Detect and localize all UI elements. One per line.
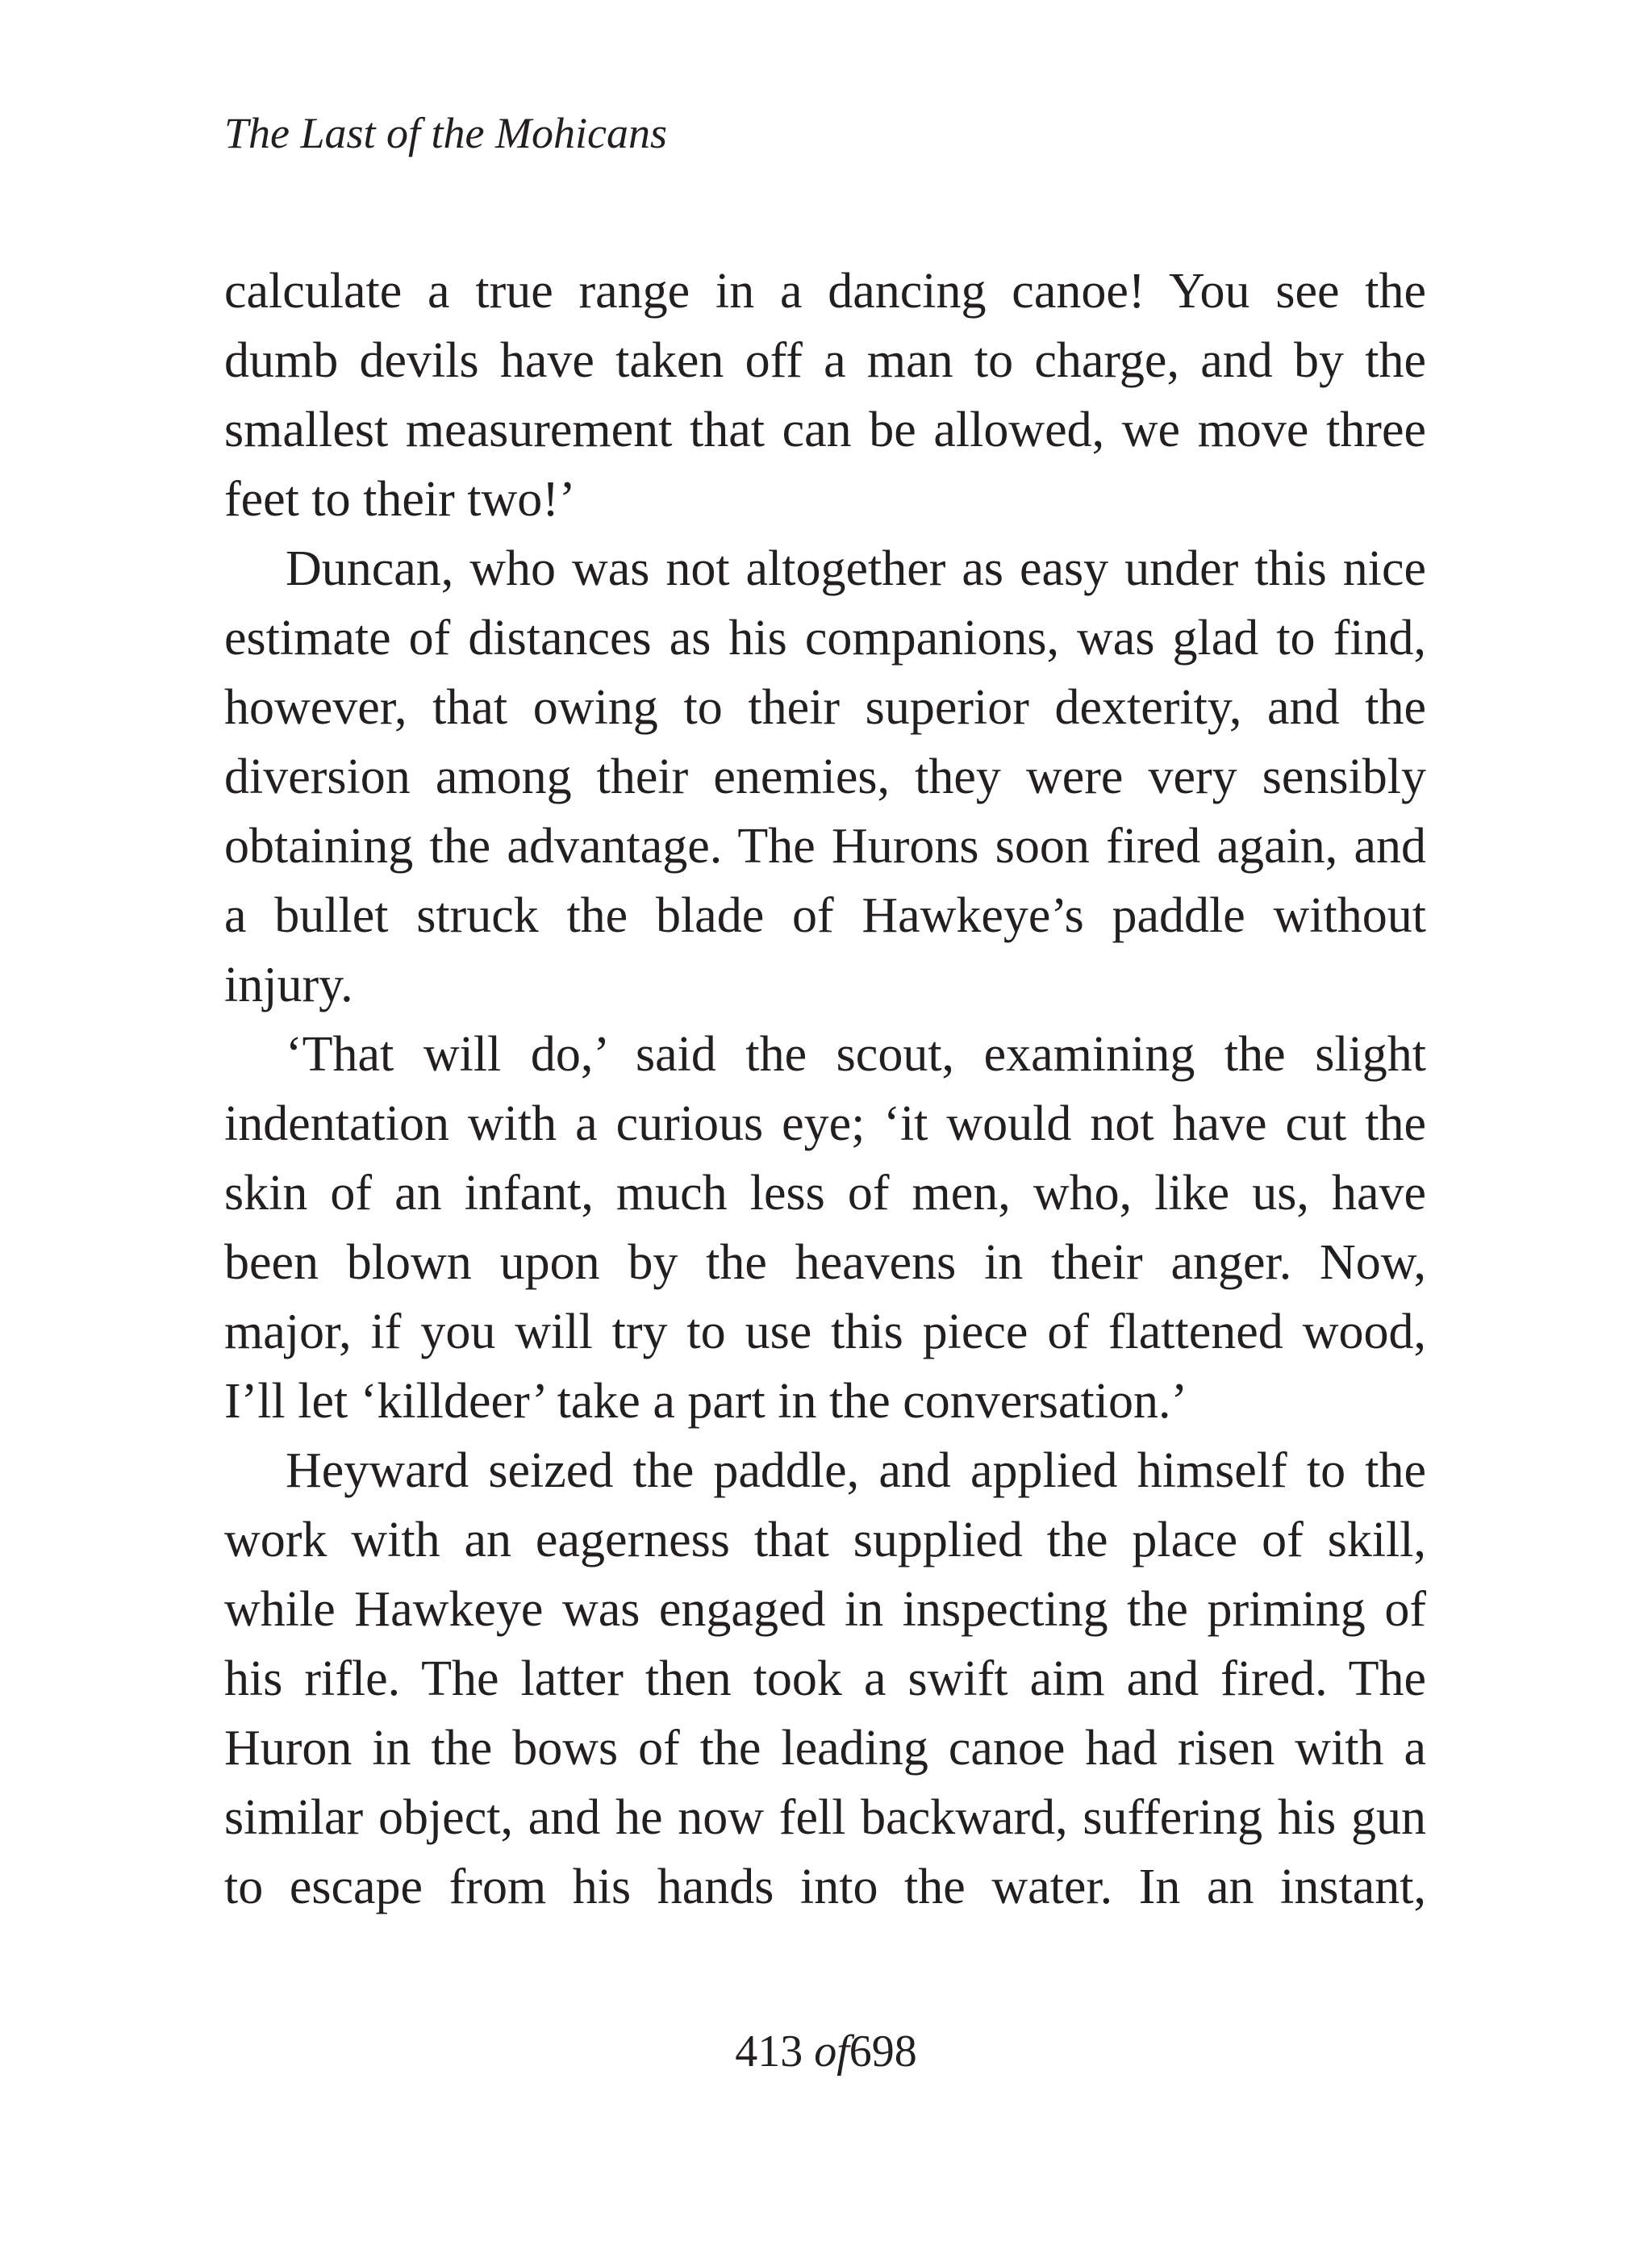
text-line: been blown upon by the heavens in their anger. Now, bbox=[224, 1235, 1426, 1290]
text-line: estimate of distances as his companions, was glad to find, bbox=[224, 611, 1426, 666]
text-line: his rifle. The latter then took a swift aim and fired. The bbox=[224, 1651, 1426, 1706]
page-number bbox=[0, 2023, 1652, 2080]
text-line: I’ll let ‘killdeer’ take a part in the conversation.’ bbox=[224, 1374, 1188, 1429]
text-line: feet to their two!’ bbox=[224, 472, 576, 527]
page-total: 698 bbox=[849, 2027, 917, 2077]
text-line: similar object, and he now fell backward, suffering his gun bbox=[224, 1790, 1426, 1845]
text-line: a bullet struck the blade of Hawkeye’s paddle without bbox=[224, 888, 1426, 943]
text-line: smallest measurement that can be allowed, we move three bbox=[224, 403, 1426, 457]
text-line: calculate a true range in a dancing canoe! You see the bbox=[224, 264, 1426, 319]
text-line: injury. bbox=[224, 958, 353, 1012]
running-head-title: The Last of the Mohicans bbox=[224, 109, 667, 157]
page-of-label: of bbox=[814, 2027, 849, 2077]
paragraph-first-line: Heyward seized the paddle, and applied himself to the bbox=[286, 1443, 1426, 1498]
text-line: skin of an infant, much less of men, who, like us, have bbox=[224, 1166, 1426, 1221]
page-body bbox=[224, 257, 1426, 1922]
page-current: 413 bbox=[735, 2027, 803, 2077]
text-line: Huron in the bows of the leading canoe had risen with a bbox=[224, 1721, 1426, 1776]
text-line: however, that owing to their superior dexterity, and the bbox=[224, 680, 1426, 735]
text-line: to escape from his hands into the water. In an instant, bbox=[224, 1860, 1426, 1914]
text-line: while Hawkeye was engaged in inspecting the priming of bbox=[224, 1582, 1426, 1637]
text-line: major, if you will try to use this piece of flattened wood, bbox=[224, 1304, 1426, 1359]
text-line: dumb devils have taken off a man to charge, and by the bbox=[224, 333, 1426, 388]
text-line: indentation with a curious eye; ‘it would not have cut the bbox=[224, 1096, 1426, 1151]
text-line: work with an eagerness that supplied the place of skill, bbox=[224, 1513, 1426, 1567]
text-line: obtaining the advantage. The Hurons soon fired again, and bbox=[224, 819, 1426, 874]
paragraph-first-line: Duncan, who was not altogether as easy under this nice bbox=[286, 541, 1426, 596]
paragraph-first-line: ‘That will do,’ said the scout, examining the slight bbox=[286, 1027, 1426, 1082]
text-line: diversion among their enemies, they were very sensibly bbox=[224, 749, 1426, 804]
